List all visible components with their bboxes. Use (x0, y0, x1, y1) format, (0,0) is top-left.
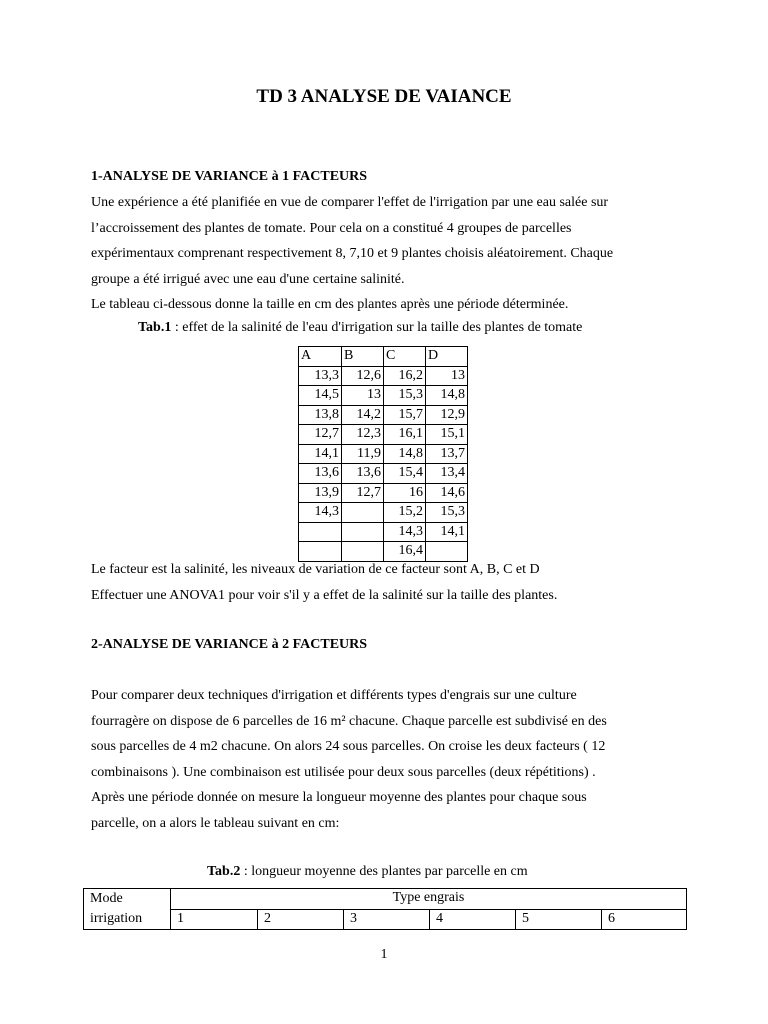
header-cell: B (342, 347, 384, 367)
table-cell: 13,8 (299, 405, 342, 425)
column-header-cell: 4 (430, 909, 516, 930)
column-header-cell: 1 (171, 909, 258, 930)
table-cell: 13 (342, 386, 384, 406)
table-cell (342, 503, 384, 523)
table-row (299, 444, 468, 464)
section-1-after-paragraph (91, 557, 711, 608)
table-cell: 14,8 (384, 444, 426, 464)
table-cell: 11,9 (342, 444, 384, 464)
header-cell: D (426, 347, 468, 367)
column-header-cell: 5 (516, 909, 602, 930)
table-cell (299, 522, 342, 542)
table-cell: 13,9 (299, 483, 342, 503)
paragraph-line: combinaisons ). Une combinaison est utilisée pour deux sous parcelles (deux répétitions) . (91, 764, 596, 780)
table-row (299, 366, 468, 386)
row-header-line: Mode (90, 891, 123, 906)
table-2-caption (207, 864, 528, 880)
table-cell: 16,2 (384, 366, 426, 386)
row-header-line: irrigation (90, 911, 143, 926)
table-cell: 16,4 (384, 542, 426, 562)
paragraph-line: Le tableau ci-dessous donne la taille en cm des plantes après une période déterminée. (91, 297, 569, 312)
section-1-paragraph (91, 190, 711, 318)
caption-label: Tab.2 (207, 864, 241, 879)
header-cell: A (299, 347, 342, 367)
caption-label: Tab.1 (138, 320, 172, 335)
document-title: TD 3 ANALYSE DE VAIANCE (256, 86, 512, 107)
table-cell: 13,6 (299, 464, 342, 484)
table-cell: 15,3 (384, 386, 426, 406)
table-row (299, 483, 468, 503)
table-cell: 14,6 (426, 483, 468, 503)
table-header-row (84, 889, 687, 910)
table-cell: 15,7 (384, 405, 426, 425)
table-cell: 14,5 (299, 386, 342, 406)
table-header-row (299, 347, 468, 367)
table-cell: 15,4 (384, 464, 426, 484)
paragraph-line: Effectuer une ANOVA1 pour voir s'il y a effet de la salinité sur la taille des plantes. (91, 587, 558, 603)
table-cell: 12,6 (342, 366, 384, 386)
table-cell: 14,8 (426, 386, 468, 406)
column-header-cell: 6 (602, 909, 687, 930)
paragraph-line: Le facteur est la salinité, les niveaux de variation de ce facteur sont A, B, C et D (91, 562, 540, 577)
table-cell: 15,3 (426, 503, 468, 523)
section-2-heading: 2-ANALYSE DE VARIANCE à 2 FACTEURS (91, 637, 368, 652)
paragraph-line: Après une période donnée on mesure la longueur moyenne des plantes pour chaque sous (91, 790, 587, 805)
paragraph-line: Pour comparer deux techniques d'irrigation et différents types d'engrais sur une culture (91, 688, 577, 703)
table-cell: 12,9 (426, 405, 468, 425)
table-cell: 12,3 (342, 425, 384, 445)
table-cell (342, 522, 384, 542)
table-subheader-row (84, 909, 687, 930)
table-cell: 14,3 (384, 522, 426, 542)
table-row (299, 522, 468, 542)
table-cell: 14,1 (299, 444, 342, 464)
section-2-paragraph (91, 683, 711, 836)
paragraph-line: groupe a été irrigué avec une eau d'une certaine salinité. (91, 271, 405, 287)
table-cell: 16,1 (384, 425, 426, 445)
table-cell: 14,1 (426, 522, 468, 542)
table-cell: 13,6 (342, 464, 384, 484)
paragraph-line: Une expérience a été planifiée en vue de comparer l'effet de l'irrigation par une eau salée sur (91, 195, 609, 210)
row-header-cell (84, 889, 171, 930)
paragraph-line: fourragère on dispose de 6 parcelles de 16 m² chacune. Chaque parcelle est subdivisé en des (91, 713, 607, 729)
table-1-caption (138, 320, 582, 336)
group-header-cell: Type engrais (171, 889, 687, 910)
caption-text: : effet de la salinité de l'eau d'irrigation sur la taille des plantes de tomate (171, 320, 583, 335)
table-cell: 15,1 (426, 425, 468, 445)
table-row (299, 386, 468, 406)
table-cell: 13,4 (426, 464, 468, 484)
header-cell: C (384, 347, 426, 367)
table-row (299, 425, 468, 445)
table-row (299, 503, 468, 523)
paragraph-line: l’accroissement des plantes de tomate. Pour cela on a constitué 4 groupes de parcelles (91, 220, 572, 236)
caption-text: : longueur moyenne des plantes par parcelle en cm (240, 864, 528, 879)
table-cell: 12,7 (299, 425, 342, 445)
column-header-cell: 3 (344, 909, 430, 930)
table-cell: 14,3 (299, 503, 342, 523)
paragraph-line: sous parcelles de 4 m2 chacune. On alors 24 sous parcelles. On croise les deux facteurs ( 12 (91, 739, 606, 754)
table-cell: 13,7 (426, 444, 468, 464)
table-row (299, 464, 468, 484)
page-number: 1 (380, 947, 388, 962)
table-cell: 16 (384, 483, 426, 503)
table-cell: 14,2 (342, 405, 384, 425)
table-cell: 13 (426, 366, 468, 386)
section-1-heading: 1-ANALYSE DE VARIANCE à 1 FACTEURS (91, 169, 368, 184)
irrigation-fertilizer-table (83, 888, 687, 930)
column-header-cell: 2 (258, 909, 344, 930)
table-row (299, 405, 468, 425)
paragraph-line: parcelle, on a alors le tableau suivant en cm: (91, 815, 340, 831)
table-cell: 15,2 (384, 503, 426, 523)
paragraph-line: expérimentaux comprenant respectivement 8, 7,10 et 9 plantes choisis aléatoirement. Chaque (91, 246, 614, 261)
table-cell: 12,7 (342, 483, 384, 503)
table-cell: 13,3 (299, 366, 342, 386)
salinity-table (298, 346, 468, 562)
